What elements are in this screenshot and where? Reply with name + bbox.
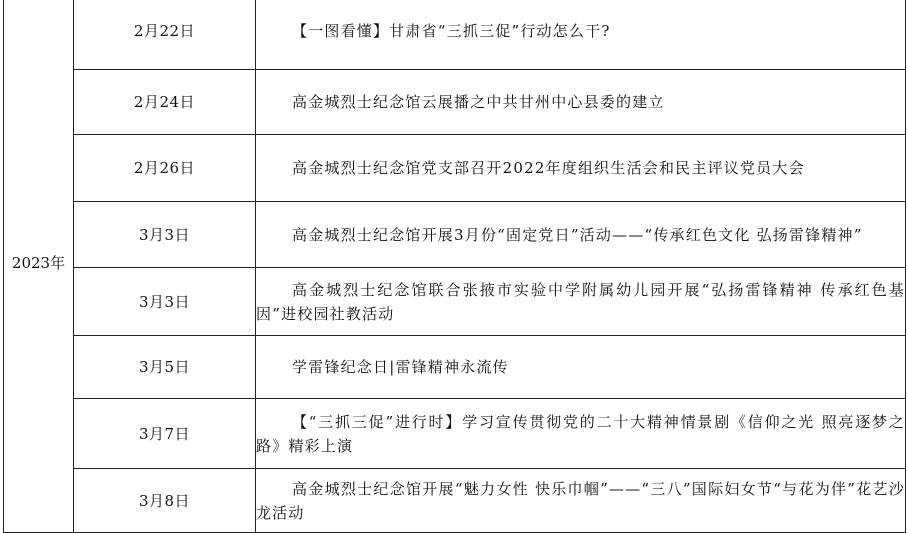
table-row: [4, 0, 906, 70]
table-row: [4, 70, 906, 135]
row-title: 高金城烈士纪念馆开展“魅力女性 快乐巾帼”——“三八”国际妇女节“与花为伴”花艺沙龙活动: [256, 479, 905, 522]
date-cell: [74, 202, 256, 268]
row-date: 3月3日: [138, 225, 191, 244]
row-title: 学雷锋纪念日|雷锋精神永流传: [292, 358, 509, 376]
date-cell: [74, 469, 256, 533]
title-cell: [256, 399, 906, 469]
row-date: 3月8日: [138, 491, 191, 510]
row-date: 2月22日: [133, 22, 196, 40]
row-date: 3月3日: [138, 292, 191, 311]
date-cell: [74, 399, 256, 469]
year-label: 2023年: [11, 253, 66, 272]
table-row: [4, 135, 906, 202]
row-title: 高金城烈士纪念馆云展播之中共甘州中心县委的建立: [292, 93, 665, 111]
title-cell: [256, 336, 906, 399]
date-cell: [74, 135, 256, 202]
title-cell: [256, 0, 906, 70]
row-title: 高金城烈士纪念馆开展3月份“固定党日”活动——“传承红色文化 弘扬雷锋精神”: [292, 225, 863, 244]
date-cell: [74, 268, 256, 336]
row-title: 【一图看懂】甘肃省“三抓三促”行动怎么干?: [292, 22, 611, 40]
row-title: 【“三抓三促”进行时】学习宣传贯彻党的二十大精神情景剧《信仰之光 照亮逐梦之路》精彩上演: [256, 412, 905, 455]
row-date: 3月5日: [138, 358, 191, 376]
table-row: [4, 268, 906, 336]
table-row: [4, 469, 906, 533]
date-cell: [74, 0, 256, 70]
table-row: [4, 399, 906, 469]
date-cell: [74, 336, 256, 399]
title-cell: [256, 469, 906, 533]
row-title: 高金城烈士纪念馆联合张掖市实验中学附属幼儿园开展“弘扬雷锋精神 传承红色基因”进校园社教活动: [256, 280, 905, 323]
row-date: 3月7日: [138, 424, 191, 443]
row-date: 2月24日: [133, 93, 196, 111]
row-title: 高金城烈士纪念馆党支部召开2022年度组织生活会和民主评议党员大会: [292, 159, 805, 177]
table-row: [4, 202, 906, 268]
row-date: 2月26日: [133, 159, 196, 177]
title-cell: [256, 268, 906, 336]
year-cell: [4, 0, 74, 533]
title-cell: [256, 70, 906, 135]
records-table: [3, 0, 906, 533]
table-row: [4, 336, 906, 399]
date-cell: [74, 70, 256, 135]
title-cell: [256, 202, 906, 268]
title-cell: [256, 135, 906, 202]
